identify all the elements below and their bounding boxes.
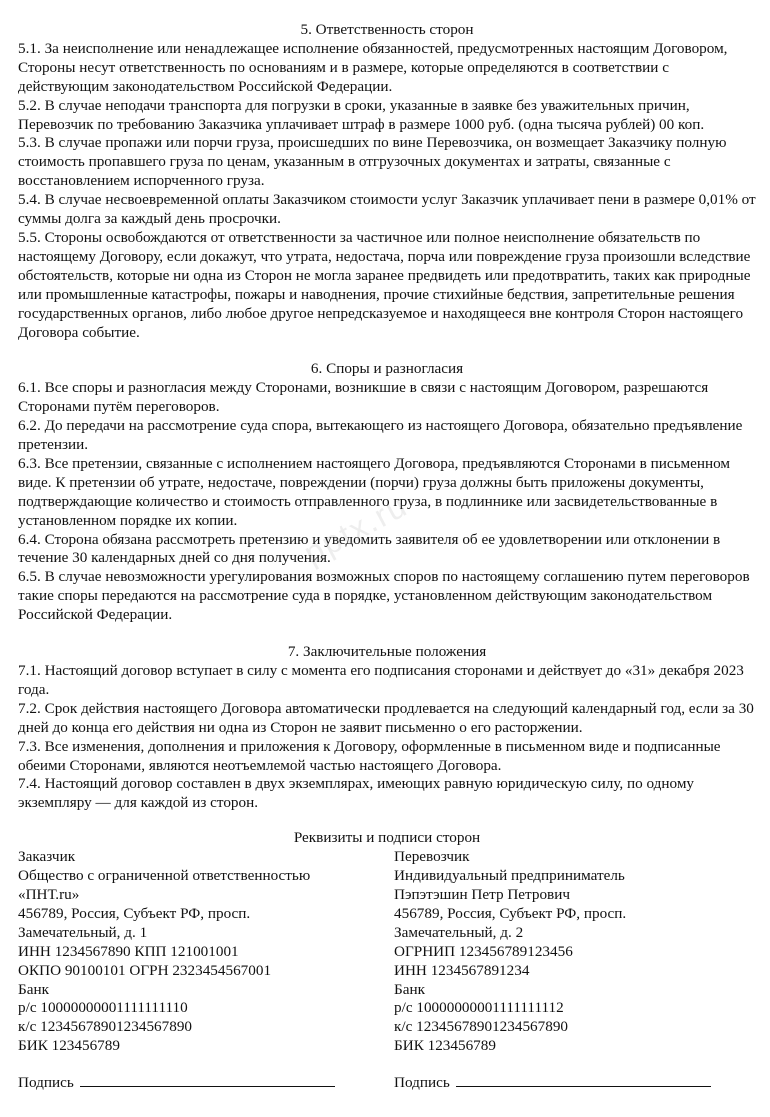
customer-line: Банк [18,980,49,998]
section-5-title: 5. Ответственность сторон [300,21,474,38]
customer-line: БИК 123456789 [18,1037,120,1055]
carrier-line: Пэпэтэшин Петр Петрович [394,885,570,903]
carrier-line: ОГРНИП 123456789123456 [394,942,573,960]
carrier-signature [394,1072,754,1093]
clause-5-4: 5.4. В случае несвоевременной оплаты Заказчиком стоимости услуг Заказчик уплачивает пени в размере 0,01% от суммы долга за каждый день просрочки. [18,191,756,228]
clause-6-1: 6.1. Все споры и разногласия между Сторонами, возникшие в связи с настоящим Договором, разрешаются Сторонами путём переговоров. [18,379,709,416]
carrier-signature-label: Подпись [394,1074,450,1092]
customer-signature-label: Подпись [18,1074,74,1092]
clause-5-3: 5.3. В случае пропажи или порчи груза, происшедших по вине Перевозчика, он возмещает Заказчику полную стоимость пропавшего груза по ценам, указанным в отгрузочных документах и затраты, связанные с восстановлением испорченного груза. [18,134,727,190]
carrier-line: 456789, Россия, Субъект РФ, просп. [394,904,627,922]
section-7-title: 7. Заключительные положения [287,643,487,661]
carrier-line: к/с 12345678901234567890 [394,1018,569,1036]
customer-line: р/с 10000000001111111110 [18,999,188,1017]
customer-requisites [18,848,394,1056]
section-6-title: 6. Споры и разногласия [310,360,464,378]
spacer [18,342,756,360]
carrier-line: Замечательный, д. 2 [394,923,524,941]
clause-7-4: 7.4. Настоящий договор составлен в двух экземплярах, имеющих равную юридическую силу, по одному экземпляру — для каждой из сторон. [18,775,695,812]
customer-signature [18,1072,394,1093]
clause-5-2: 5.2. В случае неподачи транспорта для погрузки в сроки, указанные в заявке без уважительных причин, Перевозчик по требованию Заказчика уплачивает штраф в размере 1000 руб. (одна тысяча рублей) 00 коп. [18,96,705,133]
clause-7-3: 7.3. Все изменения, дополнения и приложения к Договору, оформленные в письменном виде и подписанные обеими Сторонами, являются неотъемлемой частью настоящего Договора. [18,737,721,774]
customer-role: Заказчик [18,848,76,866]
carrier-line: р/с 10000000001111111112 [394,999,564,1017]
carrier-line: Банк [394,980,425,998]
customer-signature-line [80,1072,335,1087]
spacer [18,625,756,643]
carrier-role: Перевозчик [394,848,470,866]
carrier-requisites [394,848,754,1056]
carrier-line: ИНН 1234567891234 [394,961,530,979]
spacer [18,813,756,827]
customer-line: Замечательный, д. 1 [18,923,148,941]
clause-5-1: 5.1. За неисполнение или ненадлежащее исполнение обязанностей, предусмотренных настоящим Договором, Стороны несут ответственность по основаниям и в размере, которые определяются в соответствии с действующим законодательством Российской Федерации. [18,39,728,95]
customer-line: «ПНТ.ru» [18,885,80,903]
clause-6-3: 6.3. Все претензии, связанные с исполнением настоящего Договора, предъявляются Сторонами в письменном виде. К претензии об утрате, недостаче, повреждении (порчи) груза должны быть приложены документы, подтверждающие количество и стоимость отправленного груза, в подлиннике или засвидетельствованные в установленном порядке их копии. [18,454,731,529]
clause-7-1: 7.1. Настоящий договор вступает в силу с момента его подписания сторонами и действует до «31» декабря 2023 года. [18,662,744,698]
clause-5-5: 5.5. Стороны освобождаются от ответственности за частичное или полное неисполнение обязательств по настоящему Договору, если докажут, что утрата, недостача, порча или повреждение груза произошли вследствие обстоятельств, которые ни одна из Сторон не могла заранее предвидеть или предотвратить, таких как природные или промышленные катастрофы, пожары и наводнения, прочие стихийные бедствия, запретительные решения государственных органов, либо любое другое непредсказуемое и находящееся вне контроля Сторон настоящего Договора событие. [18,228,751,341]
clause-6-2: 6.2. До передачи на рассмотрение суда спора, вытекающего из настоящего Договора, обязательно предъявление претензии. [18,417,743,454]
carrier-signature-line [456,1072,711,1087]
signature-row [18,1072,756,1093]
customer-line: ИНН 1234567890 КПП 121001001 [18,942,239,960]
clause-6-4: 6.4. Сторона обязана рассмотреть претензию и уведомить заявителя об ее удовлетворении или отклонении в течение 30 календарных дней со дня получения. [18,530,721,567]
customer-line: 456789, Россия, Субъект РФ, просп. [18,904,251,922]
clause-7-2: 7.2. Срок действия настоящего Договора автоматически продлевается на следующий календарный год, если за 30 дней до конца его действия ни одна из Сторон не заявит письменно о его расторжении. [18,699,754,736]
watermark: pptx.ru [297,486,414,572]
carrier-line: БИК 123456789 [394,1037,496,1055]
requisites-title: Реквизиты и подписи сторон [293,829,481,847]
customer-line: ОКПО 90100101 ОГРН 2323454567001 [18,961,272,979]
requisites-columns [18,848,756,1056]
carrier-line: Индивидуальный предприниматель [394,867,625,885]
customer-line: Общество с ограниченной ответственностью [18,867,311,885]
clause-6-5: 6.5. В случае невозможности урегулирования возможных споров по настоящему соглашению путем переговоров такие споры передаются на рассмотрение суда в порядке, установленном действующим законодательством Российской Федерации. [18,568,750,624]
customer-line: к/с 12345678901234567890 [18,1018,193,1036]
